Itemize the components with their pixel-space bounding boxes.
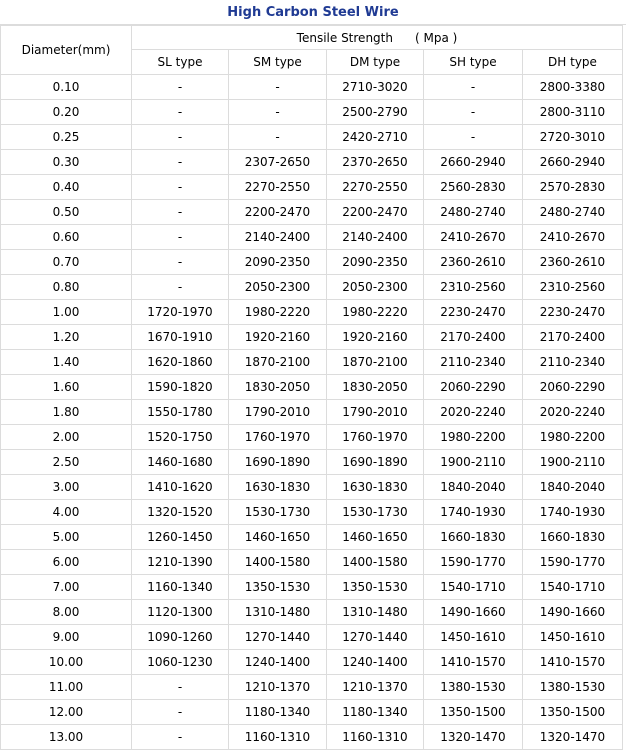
sm-cell: 1310-1480 xyxy=(229,600,327,625)
sh-cell: 1590-1770 xyxy=(424,550,523,575)
dm-cell: 2090-2350 xyxy=(327,250,424,275)
sm-cell: 2050-2300 xyxy=(229,275,327,300)
table-row xyxy=(1,375,623,400)
sm-cell: 2140-2400 xyxy=(229,225,327,250)
sl-cell: 1520-1750 xyxy=(132,425,229,450)
dm-cell: 2500-2790 xyxy=(327,100,424,125)
dh-cell: 2720-3010 xyxy=(523,125,623,150)
sm-cell: 1270-1440 xyxy=(229,625,327,650)
table-row xyxy=(1,200,623,225)
dh-cell: 1840-2040 xyxy=(523,475,623,500)
sh-cell: 1840-2040 xyxy=(424,475,523,500)
sh-cell: 1660-1830 xyxy=(424,525,523,550)
sm-cell: 1980-2220 xyxy=(229,300,327,325)
dh-cell: 1740-1930 xyxy=(523,500,623,525)
table-row xyxy=(1,125,623,150)
dm-cell: 1460-1650 xyxy=(327,525,424,550)
diameter-cell: 0.70 xyxy=(1,250,132,275)
sl-cell: - xyxy=(132,725,229,750)
sl-cell: - xyxy=(132,75,229,100)
diameter-cell: 1.20 xyxy=(1,325,132,350)
dh-cell: 2060-2290 xyxy=(523,375,623,400)
dh-cell: 2410-2670 xyxy=(523,225,623,250)
sl-cell: 1090-1260 xyxy=(132,625,229,650)
table-row xyxy=(1,525,623,550)
table-row xyxy=(1,450,623,475)
diameter-cell: 13.00 xyxy=(1,725,132,750)
type-header-dm: DM type xyxy=(327,50,424,75)
sh-cell: 1490-1660 xyxy=(424,600,523,625)
table-row xyxy=(1,725,623,750)
sl-cell: 1410-1620 xyxy=(132,475,229,500)
dm-cell: 2270-2550 xyxy=(327,175,424,200)
sm-cell: 2270-2550 xyxy=(229,175,327,200)
sl-cell: 1460-1680 xyxy=(132,450,229,475)
sm-cell: 1530-1730 xyxy=(229,500,327,525)
dh-cell: 1900-2110 xyxy=(523,450,623,475)
table-row xyxy=(1,225,623,250)
dm-cell: 1530-1730 xyxy=(327,500,424,525)
diameter-cell: 1.60 xyxy=(1,375,132,400)
sm-cell: 1400-1580 xyxy=(229,550,327,575)
table-row xyxy=(1,325,623,350)
dm-cell: 1160-1310 xyxy=(327,725,424,750)
sl-cell: 1210-1390 xyxy=(132,550,229,575)
diameter-cell: 2.00 xyxy=(1,425,132,450)
diameter-cell: 0.80 xyxy=(1,275,132,300)
sm-cell: 1160-1310 xyxy=(229,725,327,750)
diameter-cell: 1.80 xyxy=(1,400,132,425)
table-body xyxy=(1,75,623,750)
diameter-cell: 0.40 xyxy=(1,175,132,200)
table-row xyxy=(1,550,623,575)
sl-cell: 1550-1780 xyxy=(132,400,229,425)
sl-cell: 1720-1970 xyxy=(132,300,229,325)
table-row xyxy=(1,650,623,675)
sh-cell: - xyxy=(424,125,523,150)
sl-cell: - xyxy=(132,275,229,300)
dh-cell: 1320-1470 xyxy=(523,725,623,750)
table-row xyxy=(1,275,623,300)
dm-cell: 1790-2010 xyxy=(327,400,424,425)
dh-cell: 2110-2340 xyxy=(523,350,623,375)
type-header-sm: SM type xyxy=(229,50,327,75)
dm-cell: 1920-2160 xyxy=(327,325,424,350)
table-header xyxy=(1,26,623,75)
dh-cell: 2480-2740 xyxy=(523,200,623,225)
table-row xyxy=(1,625,623,650)
sh-cell: 2170-2400 xyxy=(424,325,523,350)
diameter-cell: 2.50 xyxy=(1,450,132,475)
sh-cell: 2020-2240 xyxy=(424,400,523,425)
sh-cell: 2230-2470 xyxy=(424,300,523,325)
sl-cell: 1320-1520 xyxy=(132,500,229,525)
sh-cell: 2660-2940 xyxy=(424,150,523,175)
sm-cell: 1630-1830 xyxy=(229,475,327,500)
dh-cell: 2570-2830 xyxy=(523,175,623,200)
sh-cell: 2480-2740 xyxy=(424,200,523,225)
dh-cell: 1490-1660 xyxy=(523,600,623,625)
diameter-cell: 1.40 xyxy=(1,350,132,375)
type-header-sl: SL type xyxy=(132,50,229,75)
sh-cell: 2410-2670 xyxy=(424,225,523,250)
diameter-cell: 11.00 xyxy=(1,675,132,700)
sm-cell: 1920-2160 xyxy=(229,325,327,350)
sm-cell: 1240-1400 xyxy=(229,650,327,675)
dh-cell: 1660-1830 xyxy=(523,525,623,550)
diameter-cell: 5.00 xyxy=(1,525,132,550)
sm-cell: 1760-1970 xyxy=(229,425,327,450)
sm-cell: - xyxy=(229,125,327,150)
dm-cell: 1240-1400 xyxy=(327,650,424,675)
table-title: High Carbon Steel Wire xyxy=(0,0,626,25)
table-row xyxy=(1,175,623,200)
sh-cell: 1320-1470 xyxy=(424,725,523,750)
sm-cell: 2090-2350 xyxy=(229,250,327,275)
diameter-cell: 9.00 xyxy=(1,625,132,650)
dm-cell: 2200-2470 xyxy=(327,200,424,225)
sh-cell: 1900-2110 xyxy=(424,450,523,475)
type-header-sh: SH type xyxy=(424,50,523,75)
header-row-1 xyxy=(1,26,623,50)
sl-cell: - xyxy=(132,200,229,225)
sm-cell: 1180-1340 xyxy=(229,700,327,725)
sh-cell: 1980-2200 xyxy=(424,425,523,450)
tensile-strength-label: Tensile Strength xyxy=(296,30,393,45)
sl-cell: - xyxy=(132,250,229,275)
dh-cell: 2660-2940 xyxy=(523,150,623,175)
diameter-cell: 12.00 xyxy=(1,700,132,725)
diameter-cell: 0.60 xyxy=(1,225,132,250)
sh-cell: 2310-2560 xyxy=(424,275,523,300)
table-row xyxy=(1,250,623,275)
diameter-cell: 0.20 xyxy=(1,100,132,125)
dh-cell: 2360-2610 xyxy=(523,250,623,275)
table-row xyxy=(1,400,623,425)
sh-cell: - xyxy=(424,75,523,100)
sl-cell: 1620-1860 xyxy=(132,350,229,375)
dh-cell: 2800-3110 xyxy=(523,100,623,125)
sl-cell: 1120-1300 xyxy=(132,600,229,625)
sh-cell: 1540-1710 xyxy=(424,575,523,600)
sl-cell: - xyxy=(132,225,229,250)
table-row xyxy=(1,75,623,100)
sm-cell: 2307-2650 xyxy=(229,150,327,175)
sl-cell: - xyxy=(132,100,229,125)
sl-cell: - xyxy=(132,700,229,725)
sm-cell: 2200-2470 xyxy=(229,200,327,225)
dh-cell: 2310-2560 xyxy=(523,275,623,300)
sl-cell: - xyxy=(132,175,229,200)
dm-cell: 1630-1830 xyxy=(327,475,424,500)
sm-cell: 1870-2100 xyxy=(229,350,327,375)
dh-cell: 1980-2200 xyxy=(523,425,623,450)
dm-cell: 1830-2050 xyxy=(327,375,424,400)
sl-cell: - xyxy=(132,675,229,700)
diameter-cell: 0.25 xyxy=(1,125,132,150)
diameter-cell: 0.10 xyxy=(1,75,132,100)
sh-cell: 1350-1500 xyxy=(424,700,523,725)
sl-cell: 1160-1340 xyxy=(132,575,229,600)
dh-cell: 1540-1710 xyxy=(523,575,623,600)
table-row xyxy=(1,350,623,375)
dm-cell: 1210-1370 xyxy=(327,675,424,700)
dm-cell: 1690-1890 xyxy=(327,450,424,475)
diameter-cell: 8.00 xyxy=(1,600,132,625)
diameter-cell: 4.00 xyxy=(1,500,132,525)
sm-cell: 1790-2010 xyxy=(229,400,327,425)
dh-cell: 1410-1570 xyxy=(523,650,623,675)
sh-cell: 1380-1530 xyxy=(424,675,523,700)
dm-cell: 2710-3020 xyxy=(327,75,424,100)
tensile-strength-header xyxy=(132,26,623,50)
sl-cell: 1670-1910 xyxy=(132,325,229,350)
sl-cell: - xyxy=(132,150,229,175)
dh-cell: 2800-3380 xyxy=(523,75,623,100)
table-row xyxy=(1,600,623,625)
sl-cell: - xyxy=(132,125,229,150)
unit-label: ( Mpa ) xyxy=(414,30,458,45)
sh-cell: 2110-2340 xyxy=(424,350,523,375)
dm-cell: 1400-1580 xyxy=(327,550,424,575)
diameter-header: Diameter(mm) xyxy=(1,26,132,75)
steel-wire-table xyxy=(0,25,623,750)
dh-cell: 1450-1610 xyxy=(523,625,623,650)
dm-cell: 1180-1340 xyxy=(327,700,424,725)
sh-cell: 2360-2610 xyxy=(424,250,523,275)
sm-cell: 1690-1890 xyxy=(229,450,327,475)
sh-cell: 1740-1930 xyxy=(424,500,523,525)
dm-cell: 1270-1440 xyxy=(327,625,424,650)
sh-cell: 1450-1610 xyxy=(424,625,523,650)
table-row xyxy=(1,150,623,175)
dm-cell: 2050-2300 xyxy=(327,275,424,300)
dm-cell: 2140-2400 xyxy=(327,225,424,250)
dm-cell: 1310-1480 xyxy=(327,600,424,625)
sl-cell: 1260-1450 xyxy=(132,525,229,550)
sh-cell: 1410-1570 xyxy=(424,650,523,675)
table-row xyxy=(1,575,623,600)
dm-cell: 1870-2100 xyxy=(327,350,424,375)
table-row xyxy=(1,475,623,500)
dh-cell: 1380-1530 xyxy=(523,675,623,700)
type-header-dh: DH type xyxy=(523,50,623,75)
dh-cell: 2230-2470 xyxy=(523,300,623,325)
sh-cell: 2060-2290 xyxy=(424,375,523,400)
sl-cell: 1060-1230 xyxy=(132,650,229,675)
dm-cell: 1350-1530 xyxy=(327,575,424,600)
diameter-cell: 0.30 xyxy=(1,150,132,175)
diameter-cell: 3.00 xyxy=(1,475,132,500)
diameter-cell: 1.00 xyxy=(1,300,132,325)
sm-cell: 1830-2050 xyxy=(229,375,327,400)
table-row xyxy=(1,700,623,725)
dh-cell: 2020-2240 xyxy=(523,400,623,425)
diameter-cell: 0.50 xyxy=(1,200,132,225)
dh-cell: 1590-1770 xyxy=(523,550,623,575)
diameter-cell: 6.00 xyxy=(1,550,132,575)
table-row xyxy=(1,300,623,325)
sh-cell: 2560-2830 xyxy=(424,175,523,200)
table-row xyxy=(1,675,623,700)
sm-cell: 1460-1650 xyxy=(229,525,327,550)
table-row xyxy=(1,425,623,450)
sm-cell: - xyxy=(229,75,327,100)
dm-cell: 1980-2220 xyxy=(327,300,424,325)
diameter-cell: 10.00 xyxy=(1,650,132,675)
sm-cell: 1350-1530 xyxy=(229,575,327,600)
diameter-cell: 7.00 xyxy=(1,575,132,600)
table-row xyxy=(1,100,623,125)
sl-cell: 1590-1820 xyxy=(132,375,229,400)
sm-cell: 1210-1370 xyxy=(229,675,327,700)
dm-cell: 1760-1970 xyxy=(327,425,424,450)
dm-cell: 2420-2710 xyxy=(327,125,424,150)
sh-cell: - xyxy=(424,100,523,125)
dm-cell: 2370-2650 xyxy=(327,150,424,175)
table-row xyxy=(1,500,623,525)
dh-cell: 2170-2400 xyxy=(523,325,623,350)
sm-cell: - xyxy=(229,100,327,125)
dh-cell: 1350-1500 xyxy=(523,700,623,725)
